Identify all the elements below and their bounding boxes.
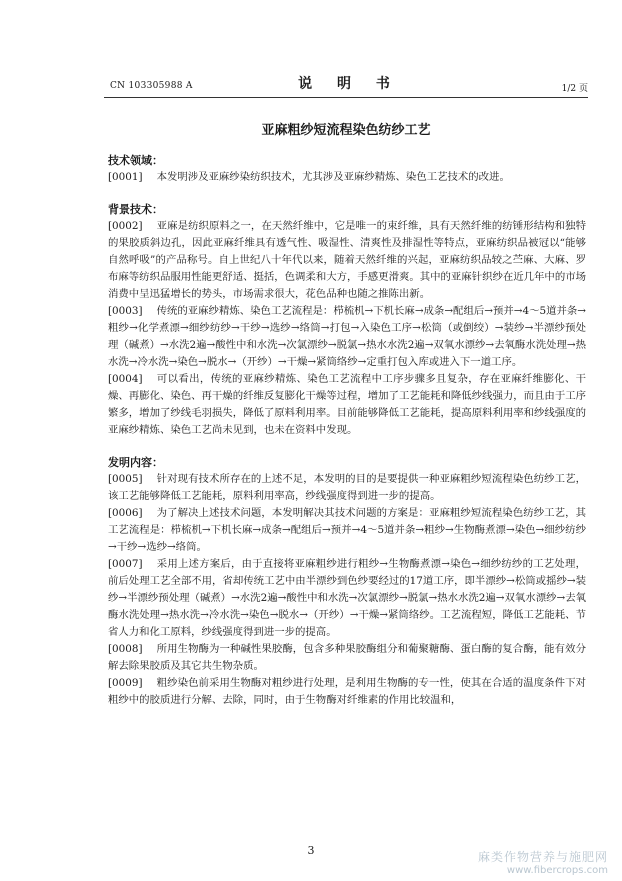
paragraph xyxy=(108,641,586,675)
page-number: 3 xyxy=(307,844,315,857)
paragraph-id: [0008] xyxy=(108,643,143,655)
patent-number: CN 103305988 A xyxy=(110,81,193,91)
paragraph-text: 针对现有技术所存在的上述不足，本发明的目的是要提供一种亚麻粗纱短流程染色纺纱工艺，该工艺能够降低工艺能耗，原料利用率高，纱线强度得到进一步的提高。 xyxy=(108,473,586,502)
paragraph-text: 本发明涉及亚麻纱染纺织技术，尤其涉及亚麻纱精炼、染色工艺技术的改进。 xyxy=(156,171,510,183)
paragraph xyxy=(108,169,586,186)
document-title: 亚麻粗纱短流程染色纺纱工艺 xyxy=(261,123,431,138)
paragraph-id: [0003] xyxy=(108,305,143,317)
paragraph xyxy=(108,371,586,439)
paragraph xyxy=(108,218,586,303)
paragraph-id: [0002] xyxy=(108,220,143,232)
paragraph-id: [0009] xyxy=(108,677,143,689)
document-body xyxy=(108,152,586,709)
watermark xyxy=(478,848,608,876)
watermark-url: www.fibercrops.com xyxy=(506,865,608,876)
paragraph xyxy=(108,675,586,709)
paragraph xyxy=(108,556,586,641)
page-header xyxy=(110,73,588,95)
paragraph-text: 采用上述方案后，由于直接将亚麻粗纱进行粗纱→生物酶煮漂→染色→细纱纺纱的工艺处理，前后处理工艺全部不用，省却传统工艺中由半漂纱到色纱要经过的17道工序，即半漂纱→松筒或摇纱→装纱→半漂纱预处理（碱煮）→水洗2遍→酸性中和水洗→次氯漂纱→脱氯→热水水洗2遍→双氧水漂纱→去氧酶水洗处理→热水洗→冷水洗→染色→脱水→（开纱）→干燥→紧筒络纱。工艺流程短，降低工艺能耗、节省人力和化工原料，纱线强度得到进一步的提高。 xyxy=(108,558,586,638)
paragraph-text: 粗纱染色前采用生物酶对粗纱进行处理，是利用生物酶的专一性，使其在合适的温度条件下对粗纱中的胶质进行分解、去除，同时，由于生物酶对纤维素的作用比较温和， xyxy=(108,677,586,706)
paragraph xyxy=(108,505,586,556)
document-type: 说 明 书 xyxy=(298,76,400,92)
section-heading-technical-field: 技术领域： xyxy=(108,154,163,167)
paragraph-text: 可以看出，传统的亚麻纱精炼、染色工艺流程中工序步骤多且复杂，存在亚麻纤维膨化、干燥、再膨化、染色、再干燥的纤维反复膨化干燥等过程，增加了工艺能耗和降低纱线强力，而且由于工序繁多，增加了纱线毛羽损失，降低了原料利用率。目前能够降低工艺能耗，提高原料利用率和纱线强度的亚麻纱精炼、染色工艺尚未见到，也未在资料中发现。 xyxy=(108,373,586,436)
paragraph xyxy=(108,471,586,505)
section-heading-summary: 发明内容： xyxy=(108,456,163,469)
watermark-site-name: 麻类作物营养与施肥网 xyxy=(477,850,608,864)
paragraph-id: [0006] xyxy=(108,507,143,519)
paragraph xyxy=(108,303,586,371)
paragraph-text: 所用生物酶为一种碱性果胶酶，包含多种果胶酶组分和葡聚糖酶、蛋白酶的复合酶，能有效分解去除果胶质及其它共生物杂质。 xyxy=(108,643,586,672)
paragraph-id: [0004] xyxy=(108,373,143,385)
paragraph-text: 传统的亚麻纱精炼、染色工艺流程是：栉梳机→下机长麻→成条→配组后→预并→4～5道并条→粗纱→化学煮漂→细纱纺纱→干纱→选纱→络筒→打包→入染色工序→松筒（或倒绞）→装纱→半漂纱预处理（碱煮）→水洗2遍→酸性中和水洗→次氯漂纱→脱氯→热水水洗2遍→双氧水漂纱→去氧酶水洗处理→热水洗→冷水洗→染色→脱水→（开纱）→干燥→紧筒络纱→定重打包入库或进入下一道工序。 xyxy=(108,305,586,368)
paragraph-text: 为了解决上述技术问题，本发明解决其技术问题的方案是：亚麻粗纱短流程染色纺纱工艺，其工艺流程是：栉梳机→下机长麻→成条→配组后→预并→4～5道并条→粗纱→生物酶煮漂→染色→细纱纺纱→干纱→选纱→络筒。 xyxy=(108,507,586,553)
paragraph-text: 亚麻是纺织原料之一，在天然纤维中，它是唯一的束纤维，具有天然纤维的纺锤形结构和独特的果胶质斜边孔，因此亚麻纤维具有透气性、吸湿性、清爽性及排湿性等特点，亚麻纺织品被冠以“能够自然呼吸”的产品称号。自上世纪八十年代以来，随着天然纤维的兴起，亚麻纺织品较之苎麻、大麻、罗布麻等纺织品服用性能更舒适、挺括，色调柔和大方，手感更滑爽。其中的亚麻针织纱在近几年中的市场消费中呈迅猛增长的势头，市场需求很大，花色品种也随之推陈出新。 xyxy=(108,220,586,300)
section-heading-background: 背景技术： xyxy=(108,203,163,216)
paragraph-id: [0005] xyxy=(108,473,143,485)
paragraph-id: [0007] xyxy=(108,558,143,570)
page-indicator: 1/2 页 xyxy=(561,84,588,94)
paragraph-id: [0001] xyxy=(108,171,143,183)
header-rule xyxy=(104,97,588,98)
